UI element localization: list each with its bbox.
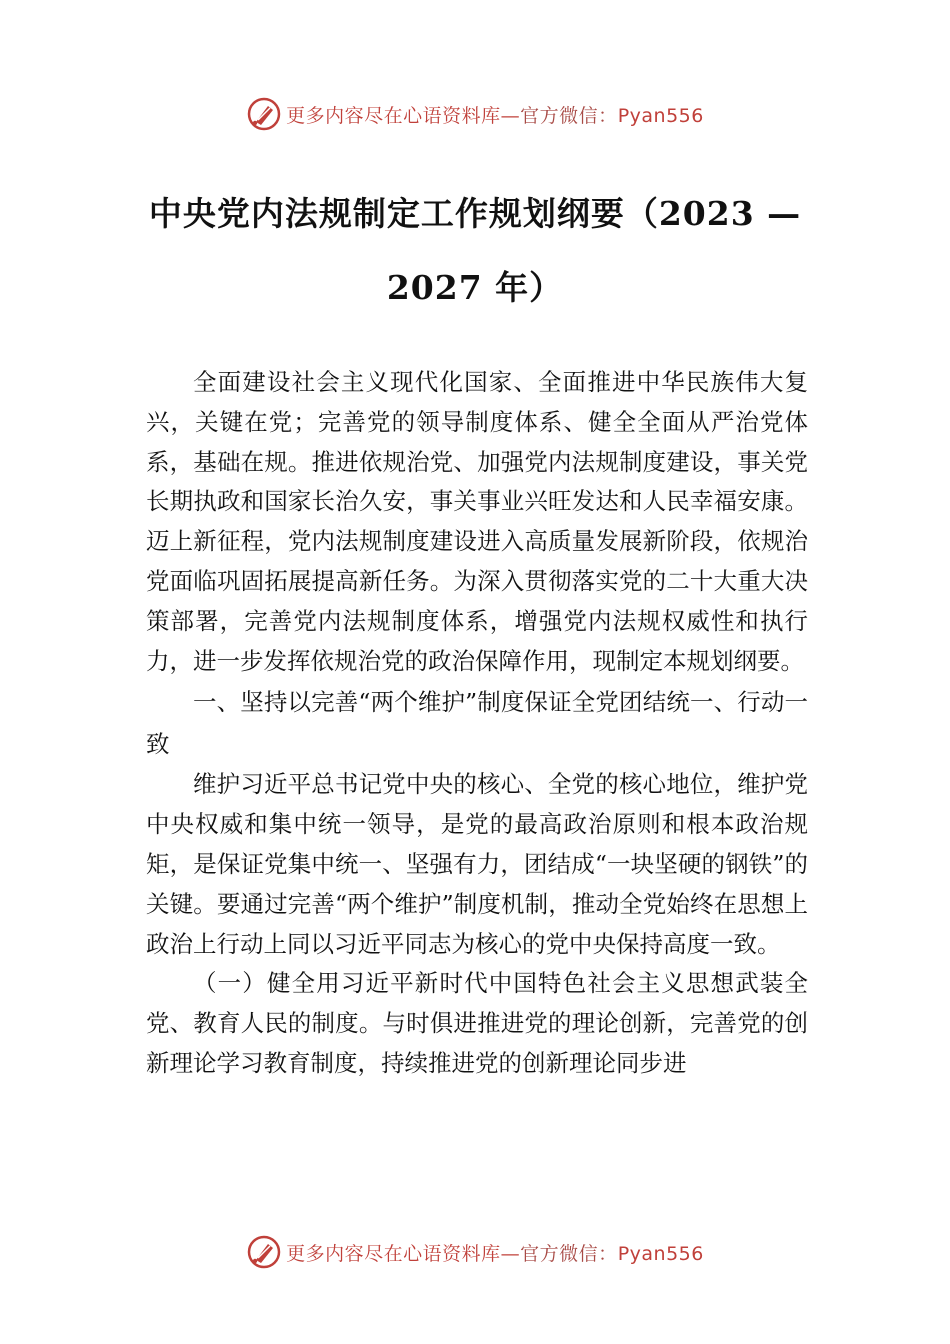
banner-text (286, 101, 704, 128)
header-banner (0, 94, 950, 134)
pen-nib-logo-icon (246, 96, 282, 132)
section-heading-1: 一、坚持以完善“两个维护”制度保证全党团结统一、行动一致 (146, 688, 808, 759)
banner-dash: — (500, 104, 521, 127)
banner-wechat-label: 官方微信： (520, 104, 618, 127)
footer-banner (0, 1232, 950, 1272)
pen-nib-logo-icon (246, 1234, 282, 1270)
subsection-1-paragraph: （一）健全用习近平新时代中国特色社会主义思想武装全党、教育人民的制度。与时俱进推进党的理论创新，完善党的创新理论学习教育制度，持续推进党的创新理论同步进 (146, 969, 808, 1077)
banner-wechat-id: Pyan556 (617, 104, 704, 127)
document-body (146, 363, 808, 1084)
section-1-paragraph: 维护习近平总书记党中央的核心、全党的核心地位，维护党中央权威和集中统一领导，是党的最高政治原则和根本政治规矩，是保证党集中统一、坚强有力，团结成“一块坚硬的钢铁”的关键。要通过完善“两个维护”制度机制，推动全党始终在思想上政治上行动上同以习近平同志为核心的党中央保持高度一致。 (146, 770, 808, 958)
document-title-line2: 2027 年） (386, 268, 564, 307)
intro-paragraph: 全面建设社会主义现代化国家、全面推进中华民族伟大复兴，关键在党；完善党的领导制度体系、健全全面从严治党体系，基础在规。推进依规治党、加强党内法规制度建设，事关党长期执政和国家长治久安，事关事业兴旺发达和人民幸福安康。迈上新征程，党内法规制度建设进入高质量发展新阶段，依规治党面临巩固拓展提高新任务。为深入贯彻落实党的二十大重大决策部署，完善党内法规制度体系，增强党内法规权威性和执行力，进一步发挥依规治党的政治保障作用，现制定本规划纲要。 (146, 368, 808, 675)
banner-text (286, 1239, 704, 1266)
banner-main-text: 更多内容尽在心语资料库 (286, 1242, 501, 1265)
banner-dash: — (500, 1242, 521, 1265)
banner-wechat-id: Pyan556 (617, 1242, 704, 1265)
banner-main-text: 更多内容尽在心语资料库 (286, 104, 501, 127)
document-title-line1: 中央党内法规制定工作规划纲要（2023 — (148, 194, 802, 233)
banner-wechat-label: 官方微信： (520, 1242, 618, 1265)
